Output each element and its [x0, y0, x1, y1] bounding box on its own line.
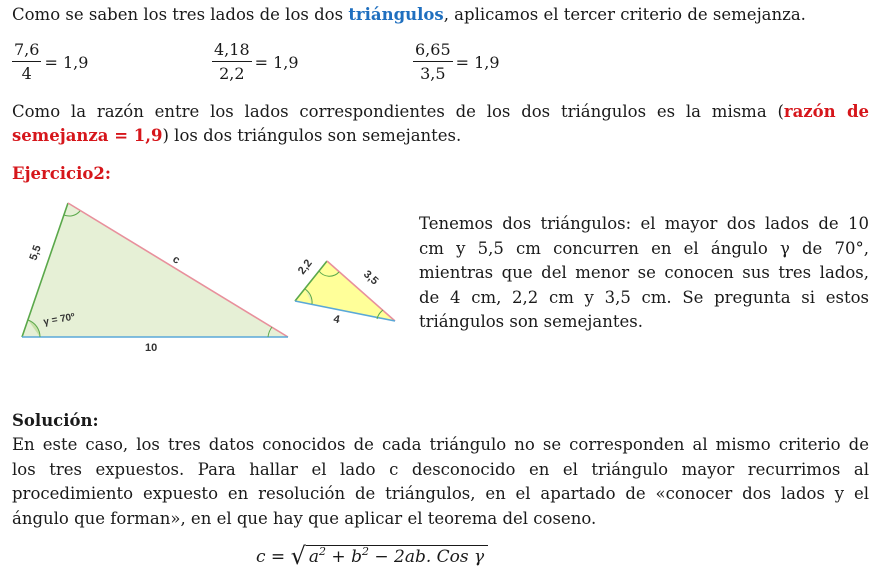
solution-title: Solución: [12, 411, 99, 430]
fraction [12, 40, 41, 84]
solution-line: los tres expuestos. Para hallar el lado c desconocido en el triángulo mayor recurrimos al [12, 459, 869, 479]
ratio-highlight: semejanza = 1,9 [12, 126, 163, 145]
conclusion-text: Como la razón entre los lados correspondientes de los dos triángulos es la misma ( [12, 102, 784, 121]
problem-line: cm y 5,5 cm concurren en el ángulo γ de 70°, [419, 238, 869, 258]
conclusion-text: ) los dos triángulos son semejantes. [162, 126, 462, 145]
label-2-2: 2,2 [295, 257, 315, 277]
ratio-2 [212, 40, 299, 84]
solution-line: procedimiento expuesto en resolución de triángulos, en el apartado de «conocer dos lados y el [12, 484, 869, 503]
problem-line: mientras que del menor se conocen sus tres lados, [419, 263, 869, 282]
intro-text-before: Como se saben los tres lados de los dos [12, 5, 349, 24]
exponent: 2 [319, 545, 327, 558]
exercise-title: Ejercicio2: [12, 164, 111, 183]
conclusion-line-1 [12, 100, 869, 125]
formula-radicand [306, 545, 488, 567]
ratio-3 [413, 40, 500, 84]
numerator: 4,18 [212, 40, 252, 62]
cosine-formula [256, 542, 488, 570]
term-b: + b [326, 547, 362, 567]
solution-body [12, 433, 869, 531]
exponent: 2 [361, 545, 369, 558]
problem-line: triángulos son semejantes. [419, 312, 643, 331]
term-rest: − 2ab. Cos γ [368, 547, 485, 567]
solution-line: ángulo que forman», en el que hay que aplicar el teorema del coseno. [12, 508, 597, 528]
ratio-result: = 1,9 [455, 52, 500, 72]
term-a: a [308, 547, 320, 567]
triangles-figure [0, 195, 410, 365]
formula-lhs: c = [256, 547, 286, 567]
intro-sentence [12, 3, 806, 28]
solution-line: En este caso, los tres datos conocidos de cada triángulo no se corresponden al mismo criterio de [12, 435, 869, 454]
label-4: 4 [332, 313, 341, 327]
ratio-highlight: razón de [783, 102, 869, 121]
label-gamma: γ = 70º [42, 311, 76, 328]
numerator: 7,6 [12, 40, 41, 62]
denominator: 2,2 [219, 64, 245, 83]
problem-line: Tenemos dos triángulos: el mayor dos lados de 10 [419, 214, 869, 233]
ratio-result: = 1,9 [44, 52, 89, 72]
intro-text-after: , aplicamos el tercer criterio de semejanza. [443, 5, 806, 24]
conclusion-line-2 [12, 124, 461, 149]
numerator: 6,65 [413, 40, 453, 62]
label-c: c [170, 253, 182, 267]
triangulos-link[interactable]: triángulos [348, 5, 444, 24]
fraction [413, 40, 453, 84]
ratio-1 [12, 40, 88, 84]
problem-statement [419, 212, 869, 335]
label-3-5: 3,5 [360, 268, 381, 288]
label-10: 10 [145, 342, 158, 354]
problem-line: de 4 cm, 2,2 cm y 3,5 cm. Se pregunta si estos [419, 287, 869, 307]
denominator: 4 [21, 64, 32, 83]
label-5-5: 5,5 [27, 243, 44, 262]
ratio-result: = 1,9 [254, 52, 299, 72]
sqrt-icon: √ [290, 542, 306, 570]
denominator: 3,5 [420, 64, 446, 83]
fraction [212, 40, 252, 84]
